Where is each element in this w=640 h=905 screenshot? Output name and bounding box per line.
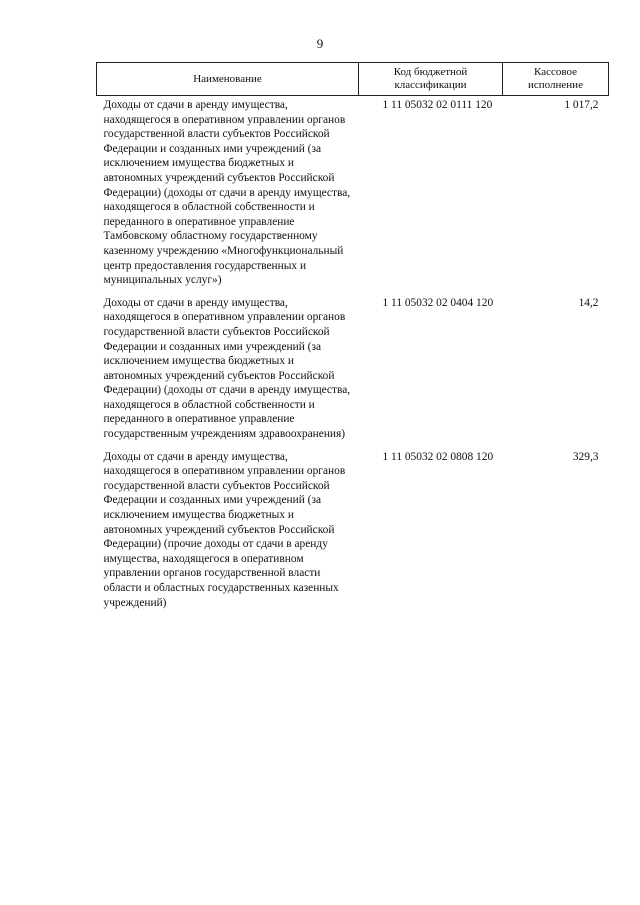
table-row — [97, 448, 609, 617]
row-code: 1 11 05032 02 0111 120 — [382, 99, 493, 111]
budget-table — [96, 62, 609, 616]
row-code: 1 11 05032 02 0404 120 — [382, 296, 494, 309]
row-name: Доходы от сдачи в аренду имущества, находящегося в оперативном управлении органов государственной власти субъектов Российской Федерации и созданных ими учреждений (за исключением имущества бюджетных и автономных учреждений субъектов Российской Федерации) (доходы от сдачи в аренду имущества, находящегося в областной собственности и переданного в оперативное управление Тамбовскому областному государственному казенному учреждению «Многофункциональный центр предоставления государственных и муниципальных услуг») — [103, 99, 351, 287]
page-number: 9 — [316, 36, 324, 51]
header-amount: Кассовое исполнение — [503, 63, 609, 96]
row-name: Доходы от сдачи в аренду имущества, находящегося в оперативном управлении органов государственной власти субъектов Российской Федерации и созданных ими учреждений (за исключением имущества бюджетных и автономных учреждений субъектов Российской Федерации) (доходы от сдачи в аренду имущества, находящегося в областной собственности и переданного в оперативное управление государственным учреждениям здравоохранения) — [103, 296, 351, 441]
row-name: Доходы от сдачи в аренду имущества, находящегося в оперативном управлении органов государственной власти субъектов Российской Федерации и созданных ими учреждений (за исключением имущества бюджетных и автономных учреждений субъектов Российской Федерации) (прочие доходы от сдачи в аренду имущества, находящегося в оперативном управлении органов государственной власти области и областных государственных казенных учреждений) — [103, 450, 346, 609]
row-amount: 1 017,2 — [564, 99, 599, 111]
table-row — [97, 96, 609, 294]
table-body — [97, 96, 609, 617]
row-amount: 14,2 — [578, 296, 599, 309]
row-code: 1 11 05032 02 0808 120 — [382, 450, 494, 463]
table-row — [97, 294, 609, 448]
header-code: Код бюджетной классификации — [359, 63, 503, 96]
table-header — [97, 63, 609, 96]
header-row — [97, 63, 609, 96]
header-name: Наименование — [97, 63, 359, 96]
row-amount: 329,3 — [572, 450, 599, 463]
